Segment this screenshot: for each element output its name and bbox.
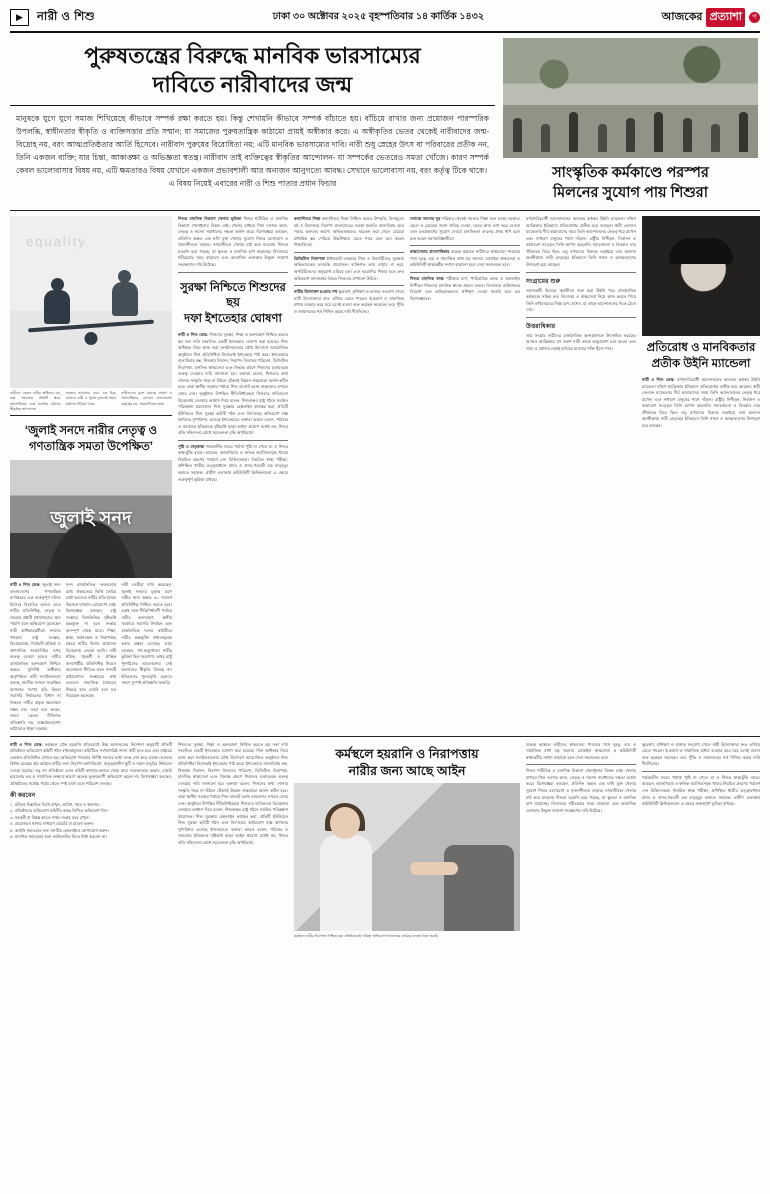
sidecol-c-body <box>294 216 404 249</box>
workplace-list <box>10 802 172 841</box>
july-headline <box>10 419 172 460</box>
lead-headline-line2: দাবিতে নারীবাদের জন্ম <box>152 71 353 97</box>
sidecol-a-text: শিশুর শারীরিক ও মানসিক বিকাশে খেলাধুলার বিকল্প নেই। খেলার মাধ্যমে শিশু দলগত কাজ, নেতৃত্ব ও সমস্যা সমাধানের দক্ষতা অর্জন করে। বিশেষজ্ঞরা বলছেন, প্রতিদিন অন্তত এক ঘণ্টা মুক্ত খেলার সুযোগ শিশুর মনোযোগ ও সৃজনশীলতা বাড়ায়। নগরজীবনে খেলার মাঠ কমে যাওয়ায় শিশুরা ঘরবন্দি হয়ে পড়ছে, যা স্থূলতা ও মানসিক চাপ বাড়াচ্ছে। বিদ্যালয়ে শরীরচর্চার সময় বাড়ানো এবং আবাসিক এলাকায় উন্মুক্ত জায়গা সংরক্ষণের দাবি উঠেছে। <box>178 216 288 267</box>
photo-figures <box>503 112 758 152</box>
workplace-body-text: কর্মস্থলে যৌন হয়রানি প্রতিরোধে উচ্চ আদালতের নির্দেশনা অনুযায়ী প্রতিটি প্রতিষ্ঠানে অভিযোগ কমিটি গঠন বাধ্যতামূলক। কমিটিতে সংখ্যাগরিষ্ঠ সদস্য নারী হতে হবে এবং বাইরের একজন প্রতিনিধিও রাখতে হয়। অভিযোগ পাওয়ার নির্দিষ্ট সময়ের মধ্যে তদন্ত শেষ করে ব্যবস্থা নেওয়ার বিধান রয়েছে। শ্রম আইনে নারীর জন্য নিরাপদ কর্মপরিবেশ, মাতৃত্বকালীন ছুটি ও সমান মজুরির নিশ্চয়তা দেওয়া হয়েছে। তবু বহু প্রতিষ্ঠানে এসব কমিটি কাগজে-কলমে থেকে যায়। সচেতনতার অভাব, চাকরি হারানোর ভয় ও সামাজিক লজ্জার কারণে অনেক ভুক্তভোগী অভিযোগ করেন না। বিশেষজ্ঞরা বলছেন, প্রতিষ্ঠানের সর্বোচ্চ পর্যায় থেকে স্পষ্ট বার্তা এলে পরিবেশ বদলায়। <box>10 741 172 787</box>
logo-text-part1: আজকের <box>661 10 703 23</box>
workplace-list-item: ৩. সহকর্মী বা বিশ্বস্ত কারও সাক্ষ্য সংগ্রহ করে রাখুন। <box>10 814 90 820</box>
masthead-logo[interactable] <box>662 8 760 27</box>
top-right-article <box>503 38 758 207</box>
mandela-body-text: বর্ণবাদবিরোধী আন্দোলনের অন্যতম কণ্ঠস্বর উইনি ম্যান্ডেলা দক্ষিণ আফ্রিকার ইতিহাসে প্রতিরোধের প্রতীক হয়ে আছেন। স্বামী নেলসন ম্যান্ডেলার দীর্ঘ কারাবাসের সময় তিনি আন্দোলনের নেতৃত্ব ধরে রাখেন এবং সাধারণ মানুষের পাশে দাঁড়ান। রাষ্ট্রীয় নিপীড়ন, নির্বাসন ও কারাবরণ সত্ত্বেও তিনি আপস করেননি। সমালোচনা ও বিতর্কও তার জীবনকে ঘিরে ছিল; তবু বর্ণবাদের বিরুদ্ধে লড়াইয়ে তার অবদান অনস্বীকার্য। নারী নেতৃত্বের ইতিহাসে তিনি সাহস ও আত্মত্যাগের উদাহরণ হয়ে আছেন। <box>642 377 760 428</box>
divider-col4-b <box>410 272 520 273</box>
caption-left: নারীবাদ কেবল নারীর অধিকার নয়, বরং সমাজের প্রতিটি স্তরে, সমানাধিকার এবং মানবিক মর্যাদার স্বীকৃতির আন্দোলন <box>10 391 61 411</box>
divider-col3-a <box>294 252 404 253</box>
sidecol-c-title: কন্যাশিশুর শিক্ষা <box>294 216 321 222</box>
divider-top <box>10 210 760 211</box>
july-headline-line1: ‘জুলাই সনদে নারীর নেতৃত্ব ও <box>24 425 158 438</box>
sidecol-a-title: শিশুর মানসিক বিকাশে খেলার ভূমিকা <box>178 216 242 222</box>
play-arrow-icon[interactable]: ▶ <box>10 9 29 26</box>
workplace-kicker: নারী ও শিশু ডেস্ক: <box>10 741 43 747</box>
divider-lower-4 <box>526 764 636 765</box>
workplace-list-item: ৪. প্রয়োজনে থানায় সাধারণ ডায়েরি বা মামলা করুন। <box>10 821 94 827</box>
section-title: নারী ও শিশু <box>37 10 96 23</box>
column-3 <box>294 216 404 733</box>
divider-col2-a <box>178 272 288 273</box>
july-photo-title: জুলাই সনদ <box>50 508 132 529</box>
july-col-1 <box>10 582 61 733</box>
divider-col5-b <box>526 317 636 318</box>
lead-headline <box>10 38 495 106</box>
lead-paragraph-1: মানুষকে যুগে যুগে সমাজ শিখিয়েছে কীভাবে সম্পর্ক রক্ষা করতে হয়। কিন্তু শেখায়নি কীভাবে সম্পর্ক বাঁচাতে হয়। বাঁচিয়ে রাখার জন্য প্রয়োজন পারস্পরিক উপলব্ধি, স্বাধীনতার স্বীকৃতি ও ব্যক্তিসত্তার প্রতি সম্মান; যা সমাজের পুরুষতান্ত্রিক কাঠামো প্রায়ই অস্বীকার করে। এ অস্বীকৃতির ভেতর থেকেই নারীবাদের জন্ম- বিদ্রোহ নয়, বরং আত্মপ্রতিষ্ঠতার আর্তি হিসেবে। নারীবাদ পুরুষের বিরোধিতা নয়; এটি মানবিক ভারসাম্যের দাবি। নারী শুধু স্নেহের উৎস বা পরিবারের প্রতীক নন, তিনি একজন ব্যক্তি; যার চিন্তা, আকাঙ্ক্ষা ও অভিজ্ঞতা স্বতন্ত্র। নারীবাদ তাই ব্যক্তিত্বের স্বীকৃতির আন্দোলন- যা সম্পর্কের ভেতরেও সমতা খোঁজে। কারণ সম্পর্ক কেবল ভালোবাসার বিষয় নয়, এটি ক্ষমতারও বিষয় যেখানে একজন প্রভাবশালী আর অন্যজন আনুগত্যে আবদ্ধ। সেখানে ভালোবাসা নয়, বরং কর্তৃত্ব টিকে থাকে। <box>16 114 489 176</box>
divider-col2-b <box>178 440 288 441</box>
page-footer <box>10 940 760 944</box>
lead-paragraph-last: এ বিষয় নিয়েই এবারের নারী ও শিশু পাতার প্রধান ফিচার <box>168 179 337 189</box>
divider-col1 <box>10 415 172 416</box>
sidecol-h-text: পরীক্ষার চাপ, পারিবারিক কলহ ও অনলাইন নিপীড়ন শিশুদের মানসিক স্বাস্থ্যে প্রভাব ফেলে। বিদ্যালয়ে কাউন্সেলর নিয়োগ এবং অভিভাবকদের প্রশিক্ষণ দেওয়া জরুরি বলে মত বিশেষজ্ঞদের। <box>410 275 520 301</box>
main-grid <box>10 216 760 733</box>
mandela-sub2-title: উত্তরাধিকার <box>526 322 556 330</box>
top-right-headline-line1: সাংস্কৃতিক কর্মকাণ্ডে পরস্পর <box>552 165 709 181</box>
sidecol-e-text: ক্ষুদ্রঋণ, প্রশিক্ষণ ও বাজার সংযোগ পেলে নারী উদ্যোক্তারা দ্রুত এগিয়ে যেতে পারেন। ই-কমার্স ও সামাজিক মাধ্যম ব্যবহার করে ঘরে বসেই ব্যবসা শুরু করছেন অনেকে। তবে পুঁজি ও জামানতের শর্ত শিথিল করার দাবি দীর্ঘদিনের। <box>294 289 404 314</box>
woman-figure-icon <box>320 835 372 931</box>
figure-woman-icon <box>44 290 70 324</box>
july-headline-line2: গণতান্ত্রিক সমতা উপেক্ষিত’ <box>29 440 153 453</box>
sidecol-g-body <box>410 249 520 269</box>
workplace-list-item: ৫. আইনি সহায়তার জন্য জাতীয় হেল্পলাইনে যোগাযোগ করুন। <box>10 827 109 833</box>
masthead-left <box>10 8 95 27</box>
children-on-road-photo <box>503 38 758 158</box>
sidecol-b-text: গর্ভকালীন সময়ে পর্যাপ্ত পুষ্টি না পেলে মা ও শিশুর স্বাস্থ্যঝুঁকি বাড়ে। আয়রন, ক্যালসিয়াম ও ফলিক অ্যাসিডসমৃদ্ধ খাবার নিয়মিত গ্রহণের পরামর্শ দেন চিকিৎসকরা। নিয়মিত স্বাস্থ্য পরীক্ষা, প্রশিক্ষিত ধাত্রীর তত্ত্বাবধানে প্রসব ও প্রসব-পরবর্তী যত্ন মাতৃমৃত্যু কমাতে সহায়ক। গ্রামীণ এলাকায় কমিউনিটি ক্লিনিকগুলো এ ক্ষেত্রে গুরুত্বপূর্ণ ভূমিকা রাখছে। <box>178 443 288 482</box>
workplace-photo-caption: কর্মস্থলে নারীর নিরাপত্তা নিশ্চিত করা প্রতিষ্ঠানেরই দায়িত্ব; অভিযোগ জানানোর কার্যকর ব্যবস্থা থাকা জরুরি <box>294 934 438 939</box>
sidecol-e-body <box>294 289 404 315</box>
column-1 <box>10 216 172 733</box>
logo-text-part2: প্রত্যাশা <box>706 8 745 27</box>
july-col-2: সনদ রাজনৈতিক দলগুলোর মধ্যে ঐকমত্যের ভিত্তি তৈরির চেষ্টা করলেও নারীর প্রতি বৈষম্য নিরসনে দৃশ্যমান রোডম্যাপ নেই। বিশেষজ্ঞরা বলছেন, রাষ্ট্র সংস্কারে লিঙ্গভিত্তিক দৃষ্টিভঙ্গি অন্তর্ভুক্ত না হলে সংস্কার অসম্পূর্ণ থেকে যাবে। শিক্ষা, স্বাস্থ্য, কর্মসংস্থান ও নিরাপত্তার ক্ষেত্রে নারীর বিশেষ প্রয়োজন বিবেচনায় নেওয়া হয়নি। নারী শ্রমিক, গৃহকর্মী ও প্রান্তিক জনগোষ্ঠীর প্রতিনিধিত্ব নিয়েও আলোচনা সীমিত। ফলে সনদটি কাঠামোগত সংস্কারের কথা বললেও সামাজিক বৈষম্যের শিকড়ে হাত দেয়নি বলে মত দিয়েছেন অনেকে। <box>65 582 117 699</box>
lower-section <box>10 742 760 940</box>
july-kicker: নারী ও শিশু ডেস্ক: <box>10 582 41 588</box>
mandela-headline-line1: প্রতিরোধ ও মানবিকতার <box>646 342 756 355</box>
logo-mark-icon: প <box>749 12 760 23</box>
sidecol-f-title: সমাজে বদলের সুর <box>410 216 441 222</box>
divider-col4-a <box>410 245 520 246</box>
sidecol-f-text: পরিবার থেকেই সমতার শিক্ষা শুরু হওয়া দরকার। ছেলে ও মেয়েকে সমান দায়িত্ব দেওয়া, ঘরের কাজ ভাগ করে নেওয়া এবং মতপ্রকাশের সুযোগ দেওয়া মানসিকতা বদলের প্রথম ধাপ বলে মনে করেন সমাজবিজ্ঞানীরা। <box>410 216 520 241</box>
divider-col3-b <box>294 285 404 286</box>
july-body-columns <box>10 582 172 733</box>
lower-col5-text-2: গর্ভকালীন সময়ে পর্যাপ্ত পুষ্টি না পেলে মা ও শিশুর স্বাস্থ্যঝুঁকি বাড়ে। আয়রন, ক্যালসিয়াম ও ফলিক অ্যাসিডসমৃদ্ধ খাবার নিয়মিত গ্রহণের পরামর্শ দেন চিকিৎসকরা। নিয়মিত স্বাস্থ্য পরীক্ষা, প্রশিক্ষিত ধাত্রীর তত্ত্বাবধানে প্রসব ও প্রসব-পরবর্তী যত্ন মাতৃমৃত্যু কমাতে সহায়ক। গ্রামীণ এলাকায় কমিউনিটি ক্লিনিকগুলো এ ক্ষেত্রে গুরুত্বপূর্ণ ভূমিকা রাখছে। <box>642 774 760 807</box>
lower-col4-text: প্রত্যন্ত অঞ্চলে নারীদের স্বাস্থ্যসেবা পাওয়ার পথে দূরত্ব, ব্যয় ও সামাজিক বাধা বড় সমস্যা। মোবাইল স্বাস্থ্যসেবা ও কমিউনিটি স্বাস্থ্যকর্মীর সংখ্যা বাড়ানো হলে সেবা সহজলভ্য হবে। <box>526 741 636 760</box>
lead-section <box>10 38 760 207</box>
sidecol-h-title: শিশুর মানসিক স্বাস্থ্য <box>410 275 444 281</box>
workplace-list-title: কী করবেন <box>10 791 36 799</box>
mandela-sub2-text: তার সংগ্রাম নারীদের রাজনৈতিক অংশগ্রহণকে উৎসাহিত করেছে। আজও আফ্রিকার বহু তরুণ নারী তাকে অনুপ্রেরণা মনে করেন এবং সাম্য ও মর্যাদার লড়াই চালিয়ে যাওয়ার শক্তি খুঁজে পান। <box>526 332 636 351</box>
lead-article <box>10 38 495 207</box>
sidecol-a-body <box>178 216 288 268</box>
mandela-body <box>642 377 760 429</box>
gender-equality-illustration <box>10 216 172 388</box>
mandela-preface: বর্ণবাদবিরোধী আন্দোলনের অন্যতম কণ্ঠস্বর উইনি ম্যান্ডেলা দক্ষিণ আফ্রিকার ইতিহাসে প্রতিরোধের প্রতীক হয়ে আছেন। স্বামী নেলসন ম্যান্ডেলার দীর্ঘ কারাবাসের সময় তিনি আন্দোলনের নেতৃত্ব ধরে রাখেন এবং সাধারণ মানুষের পাশে দাঁড়ান। রাষ্ট্রীয় নিপীড়ন, নির্বাসন ও কারাবরণ সত্ত্বেও তিনি আপস করেননি। সমালোচনা ও বিতর্কও তার জীবনকে ঘিরে ছিল; তবু বর্ণবাদের বিরুদ্ধে লড়াইয়ে তার অবদান অনস্বীকার্য। নারী নেতৃত্বের ইতিহাসে তিনি সাহস ও আত্মত্যাগের উদাহরণ হয়ে আছেন। <box>526 216 636 267</box>
lead-headline-line1: পুরুষতন্ত্রের বিরুদ্ধে মানবিক ভারসাম্যের <box>84 43 421 68</box>
workplace-article <box>294 742 520 940</box>
mandela-headline <box>642 336 760 377</box>
mandela-sub1-title: সংগ্রামের শুরু <box>526 277 561 285</box>
sidecol-c-text: কন্যাশিশুর শিক্ষা নিশ্চিত করতে উপবৃত্তি, বিনামূল্যে বই ও বিদ্যালয়ে নিরাপদ যাতায়াতের ব্যবস্থা জরুরি। বাল্যবিবাহ ঝরে পড়ার অন্যতম কারণ। অভিভাবকদের সচেতন করা গেলে মেয়েরা মাধ্যমিক স্তর পেরিয়ে উচ্চশিক্ষায় যেতে পারে বলে মনে করেন শিক্ষাবিদরা। <box>294 216 404 248</box>
lower-col2-text: শিশুদের সুরক্ষা, শিক্ষা ও অংশগ্রহণ নিশ্চিত করতে ছয় দফা দাবি সংবলিত একটি ইশতেহার ঘোষণা করা হয়েছে। শিশু অধিকার নিয়ে কাজ করা সংগঠনগুলোর যৌথ উদ্যোগে আয়োজিত অনুষ্ঠানে শিশু প্রতিনিধিরা নিজেরাই ইশতেহার পাঠ করে। ইশতেহারে বাল্যবিবাহ বন্ধ, শিশুশ্রম নিরসন, নিরাপদ বিদ্যালয় পরিবেশ, ডিজিটাল নিরাপত্তা, মানসিক স্বাস্থ্যসেবা এবং সিদ্ধান্ত গ্রহণে শিশুদের মতামতকে গুরুত্ব দেওয়ার দাবি জানানো হয়। বক্তারা বলেন, শিশুদের কথা শোনার সংস্কৃতি গড়ে না উঠলে টেকসই উন্নয়ন লক্ষ্যমাত্রা অর্জন কঠিন হবে। তারা স্থানীয় সরকার পর্যায়ে শিশু বাজেট বরাদ্দ বাড়ানোর ওপরও জোর দেন। অনুষ্ঠানে উপস্থিত নীতিনির্ধারকরা শিশুদের দাবিগুলো বিবেচনায় নেওয়ার আশ্বাস দিয়ে বলেন, শিশুবান্ধব রাষ্ট্র গঠনে সমন্বিত পরিকল্পনা প্রয়োজন। শিশু সুরক্ষায় হেল্পলাইন কার্যকর করা, প্রতিটি ইউনিয়নে শিশু সুরক্ষা কমিটি গঠন এবং বিদ্যালয়ে অভিযোগ বাক্স স্থাপনের সুপারিশও এসেছে ইশতেহারে। বক্তারা আরও বলেন, পরিবার ও সমাজের ইতিবাচক দৃষ্টিভঙ্গি ছাড়া আইন প্রয়োগ যথেষ্ট নয়; শিশুর প্রতি সহিংসতা রোধে সচেতনতা বৃদ্ধি অপরিহার্য। <box>178 741 288 845</box>
lower-col5-text: ক্ষুদ্রঋণ, প্রশিক্ষণ ও বাজার সংযোগ পেলে নারী উদ্যোক্তারা দ্রুত এগিয়ে যেতে পারেন। ই-কমার্স ও সামাজিক মাধ্যম ব্যবহার করে ঘরে বসেই ব্যবসা শুরু করছেন অনেকে। তবে পুঁজি ও জামানতের শর্ত শিথিল করার দাবি দীর্ঘদিনের। <box>642 741 760 767</box>
workplace-list-item: ১. ঘটনার বিস্তারিত লিখে রাখুন- তারিখ, সময় ও স্থানসহ। <box>10 801 100 807</box>
sidecol-d-text: ইন্টারনেট ব্যবহারে শিশু ও কিশোরীদের সুরক্ষায় অভিভাবকের তদারকি প্রয়োজন। ব্যক্তিগত তথ্য শেয়ার না করা, অপরিচিতদের অনুরোধ এড়িয়ে চলা এবং হয়রানির শিকার হলে দ্রুত অভিযোগ জানানোর বিষয়ে শিশুদের শেখানো উচিত। <box>294 255 404 281</box>
workplace-headline-line1: কর্মস্থলে হয়রানি ও নিরাপত্তায় <box>335 746 479 761</box>
sidecol-e-title: নারীর উদ্যোক্তা হওয়ার পথ <box>294 289 338 295</box>
masthead <box>10 6 760 33</box>
workplace-list-item: ২. প্রতিষ্ঠানের অভিযোগ কমিটির কাছে লিখিত অভিযোগ দিন। <box>10 808 108 814</box>
sidecol-d-body <box>294 256 404 282</box>
sidecol-f-body <box>410 216 520 242</box>
july-charter-crowd-photo <box>10 460 172 578</box>
headwrap-icon <box>669 238 733 264</box>
man-figure-icon <box>444 845 514 931</box>
mandela-headline-line2: প্রতীক উইনি ম্যান্ডেলা <box>651 357 751 370</box>
workplace-body-left <box>10 742 172 788</box>
july-col-3: নারী নেত্রীরা দাবি করেছেন, জুলাই সনদের চূড়ান্ত রূপে নারীর জন্য অন্তত ৩০ শতাংশ প্রতিনিধিত্ব নিশ্চিত করতে হবে। একই সঙ্গে নীতিনির্ধারণী পর্যায়ে নারীর অংশগ্রহণ, স্থানীয় সরকারে সরাসরি নির্বাচন এবং রাজনৈতিক দলের কমিটিতে নারীর অন্তর্ভুক্তি বাধ্যতামূলক করার প্রস্তাব এসেছে। তারা বলছেন, গণ-অভ্যুত্থানে নারীর ভূমিকা ছিল অগ্রগণ্য; অথচ রাষ্ট্র পুনর্গঠনের আলোচনায় সেই অবদানের স্বীকৃতি মিলছে না। ইতিহাসের পুনরাবৃত্তি এড়াতে সনদে সুস্পষ্ট প্রতিশ্রুতি জরুরি। <box>121 582 173 686</box>
mandela-kicker: নারী ও শিশু ডেস্ক: <box>642 377 675 383</box>
column-4 <box>410 216 520 733</box>
column-2 <box>178 216 288 733</box>
six-point-headline-line2: দফা ইশতেহার ঘোষণা <box>184 312 282 325</box>
lower-col-5 <box>642 742 760 940</box>
workplace-headline <box>294 742 520 784</box>
divider-lower-5 <box>642 771 760 772</box>
lower-col4-text-2: শিশুর শারীরিক ও মানসিক বিকাশে খেলাধুলার বিকল্প নেই। খেলার মাধ্যমে শিশু দলগত কাজ, নেতৃত্ব ও সমস্যা সমাধানের দক্ষতা অর্জন করে। বিশেষজ্ঞরা বলছেন, প্রতিদিন অন্তত এক ঘণ্টা মুক্ত খেলার সুযোগ শিশুর মনোযোগ ও সৃজনশীলতা বাড়ায়। নগরজীবনে খেলার মাঠ কমে যাওয়ায় শিশুরা ঘরবন্দি হয়ে পড়ছে, যা স্থূলতা ও মানসিক চাপ বাড়াচ্ছে। বিদ্যালয়ে শরীরচর্চার সময় বাড়ানো এবং আবাসিক এলাকায় উন্মুক্ত জায়গা সংরক্ষণের দাবি উঠেছে। <box>526 768 636 813</box>
six-point-headline-line1: সুরক্ষা নিশ্চিতে শিশুদের ছয় <box>180 281 286 310</box>
workplace-headline-line2: নারীর জন্য আছে আইন <box>348 763 466 778</box>
figure-woman-head-icon <box>51 278 64 291</box>
workplace-list-item: ৬. মানসিক সহায়তার জন্য কাউন্সেলিং নিতে দ্বিধা করবেন না। <box>10 834 107 840</box>
balance-fulcrum-icon <box>85 332 98 345</box>
top-right-headline <box>503 158 758 207</box>
column-5 <box>526 216 636 733</box>
column-6 <box>642 216 760 733</box>
winnie-mandela-portrait <box>642 216 760 336</box>
sidecol-g-text: প্রত্যন্ত অঞ্চলে নারীদের স্বাস্থ্যসেবা পাওয়ার পথে দূরত্ব, ব্যয় ও সামাজিক বাধা বড় সমস্যা। মোবাইল স্বাস্থ্যসেবা ও কমিউনিটি স্বাস্থ্যকর্মীর সংখ্যা বাড়ানো হলে সেবা সহজলভ্য হবে। <box>410 249 520 268</box>
top-right-headline-line2: মিলনের সুযোগ পায় শিশুরা <box>553 184 708 201</box>
sidecol-b-body <box>178 444 288 483</box>
illustration-watermark: equality <box>26 234 87 250</box>
publication-date: ঢাকা ৩০ অক্টোবর ২০২৫ বৃহস্পতিবার ১৪ কার্তিক ১৪৩২ <box>272 10 485 22</box>
six-point-text: শিশুদের সুরক্ষা, শিক্ষা ও অংশগ্রহণ নিশ্চিত করতে ছয় দফা দাবি সংবলিত একটি ইশতেহার ঘোষণা করা হয়েছে। শিশু অধিকার নিয়ে কাজ করা সংগঠনগুলোর যৌথ উদ্যোগে আয়োজিত অনুষ্ঠানে শিশু প্রতিনিধিরা নিজেরাই ইশতেহার পাঠ করে। ইশতেহারে বাল্যবিবাহ বন্ধ, শিশুশ্রম নিরসন, নিরাপদ বিদ্যালয় পরিবেশ, ডিজিটাল নিরাপত্তা, মানসিক স্বাস্থ্যসেবা এবং সিদ্ধান্ত গ্রহণে শিশুদের মতামতকে গুরুত্ব দেওয়ার দাবি জানানো হয়। বক্তারা বলেন, শিশুদের কথা শোনার সংস্কৃতি গড়ে না উঠলে টেকসই উন্নয়ন লক্ষ্যমাত্রা অর্জন কঠিন হবে। তারা স্থানীয় সরকার পর্যায়ে শিশু বাজেট বরাদ্দ বাড়ানোর ওপরও জোর দেন। অনুষ্ঠানে উপস্থিত নীতিনির্ধারকরা শিশুদের দাবিগুলো বিবেচনায় নেওয়ার আশ্বাস দিয়ে বলেন, শিশুবান্ধব রাষ্ট্র গঠনে সমন্বিত পরিকল্পনা প্রয়োজন। শিশু সুরক্ষায় হেল্পলাইন কার্যকর করা, প্রতিটি ইউনিয়নে শিশু সুরক্ষা কমিটি গঠন এবং বিদ্যালয়ে অভিযোগ বাক্স স্থাপনের সুপারিশও এসেছে ইশতেহারে। বক্তারা আরও বলেন, পরিবার ও সমাজের ইতিবাচক দৃষ্টিভঙ্গি ছাড়া আইন প্রয়োগ যথেষ্ট নয়; শিশুর প্রতি সহিংসতা রোধে সচেতনতা বৃদ্ধি অপরিহার্য। <box>178 332 288 436</box>
divider-col5-a <box>526 272 636 273</box>
sidecol-b-title: পুষ্টি ও মাতৃস্বাস্থ্য <box>178 443 205 449</box>
lower-col-left <box>10 742 172 940</box>
caption-right: নারীবাদের মূলে রয়েছে সম্মান ও সমানাধিকার, যেখানে ভালোবাসা কর্তৃত্বের নয়, সহযোগিতার ভাষা <box>121 391 173 406</box>
six-point-body <box>178 332 288 437</box>
sidecol-g-title: স্বাস্থ্যসেবায় প্রবেশাধিকার <box>410 249 450 255</box>
sidecol-d-title: ডিজিটাল নিরাপত্তা <box>294 255 325 261</box>
divider-lower <box>10 736 760 737</box>
caption-middle: সমতার ভারসাম্য এমন এক চিত্র, যেখানে নারী ও পুরুষ দুজনেই সমান মর্যাদায় দাঁড়িয়ে থাকে <box>65 391 117 406</box>
july-col-1-text: জুলাই সনদ বাংলাদেশের গণতান্ত্রিক রূপান্তরের এক গুরুত্বপূর্ণ দলিল হিসেবে বিবেচিত হলেও এতে নারীর প্রতিনিধিত্ব, নেতৃত্ব ও সমতার প্রশ্নটি যথাযথভাবে স্থান পায়নি বলে অভিযোগ তুলেছেন নারী অধিকারকর্মীরা। সনদের খসড়ায় রাষ্ট্র সংস্কার, বিচারব্যবস্থা, নির্বাচনী প্রক্রিয়া ও প্রশাসনিক জবাবদিহির ওপর গুরুত্ব দেওয়া হলেও নারীর রাজনৈতিক অংশগ্রহণ নিশ্চিত করতে সুনির্দিষ্ট অঙ্গীকার অনুপস্থিত। নারী সংগঠনগুলো বলছে, জাতীয় সংসদে সংরক্ষিত আসনের সংখ্যা বৃদ্ধি কিংবা সরাসরি নির্বাচনের বিধান না থাকলে নারীর প্রকৃত ক্ষমতায়ন সম্ভব নয়। তারা মনে করেন, সনদে কেবল নীতিগত প্রতিশ্রুতি নয়, বাস্তবায়নযোগ্য কাঠামোও থাকা দরকার। <box>10 582 61 732</box>
workplace-harassment-photo <box>294 783 520 931</box>
six-point-kicker: নারী ও শিশু ডেস্ক: <box>178 332 208 338</box>
sidecol-h-body <box>410 276 520 302</box>
man-arm-icon <box>410 862 458 875</box>
lower-col-4 <box>526 742 636 940</box>
illustration-captions <box>10 391 172 412</box>
mandela-sub1-text: সমাজকর্মী হিসেবে কর্মজীবন শুরু করা উইনি পরে রাজনৈতিক কর্মকাণ্ডে সক্রিয় হন। বিদ্যালয় ও স্বাস্থ্যসেবা নিয়ে কাজ করতে গিয়ে তিনি বর্ণবৈষম্যের নির্মম রূপ দেখেন, যা তাকে আন্দোলনের দিকে ঠেলে দেয়। <box>526 287 636 313</box>
lead-body <box>10 106 495 190</box>
lower-col-2 <box>178 742 288 940</box>
figure-man-icon <box>112 282 138 316</box>
six-point-headline <box>178 276 288 333</box>
